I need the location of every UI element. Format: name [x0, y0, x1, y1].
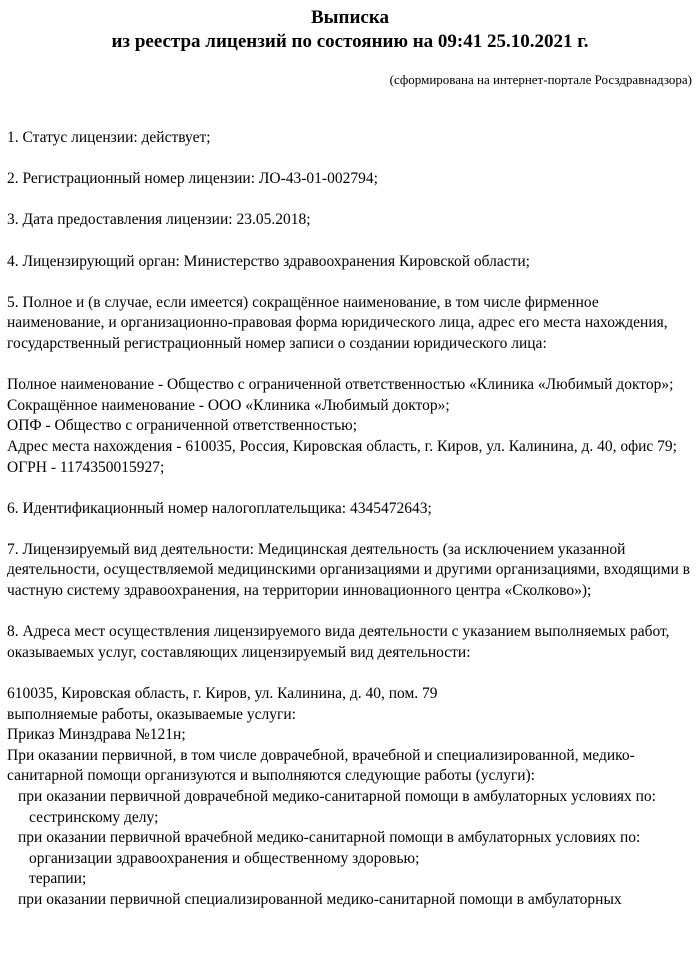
place-address: 610035, Кировская область, г. Киров, ул. Калинина, д. 40, пом. 79	[7, 685, 438, 703]
names-heading: 5. Полное и (в случае, если имеется) сокращённое наименование, в том числе фирменное наименование, и организационно-правовая форма юридического лица, адрес его места нахождения, государственный регистрационный номер записи о создании юридического лица:	[7, 293, 668, 352]
inn: 6. Идентификационный номер налогоплательщика: 4345472643;	[7, 499, 432, 517]
legal-address: Адрес места нахождения - 610035, Россия, Кировская область, г. Киров, ул. Калинина, д. 40, офис 79;	[7, 437, 677, 455]
legal-form: ОПФ - Общество с ограниченной ответственностью;	[7, 417, 358, 435]
service-item-public-health: организации здравоохранения и общественному здоровью;	[29, 849, 420, 867]
works-label: выполняемые работы, оказываемые услуги:	[7, 705, 296, 723]
service-section-specialized: при оказании первичной специализированной медико-санитарной помощи в амбулаторных	[18, 890, 622, 908]
document-body	[7, 128, 695, 911]
licensed-activity: 7. Лицензируемый вид деятельности: Медицинская деятельность (за исключением указанной деятельности, осуществляемой медицинскими организациями и другими организациями, входящими в частную систему здравоохранения, на территории инновационного центра «Сколково»);	[7, 540, 690, 600]
service-section-prehospital: при оказании первичной доврачебной медико-санитарной помощи в амбулаторных условиях по:	[18, 788, 656, 805]
license-date: 3. Дата предоставления лицензии: 23.05.2018;	[7, 211, 311, 229]
license-status: 1. Статус лицензии: действует;	[7, 129, 211, 146]
service-item-therapy: терапии;	[29, 870, 87, 888]
full-name: Полное наименование - Общество с ограниченной ответственностью «Клиника «Любимый доктор»;	[7, 376, 674, 394]
service-item-nursing: сестринскому делу;	[29, 808, 159, 826]
source-note: (сформирована на интернет-портале Росздравнадзора)	[389, 72, 692, 87]
ogrn: ОГРН - 1174350015927;	[7, 458, 165, 476]
ministry-order: Приказ Минздрава №121н;	[7, 726, 186, 744]
license-reg-number: 2. Регистрационный номер лицензии: ЛО-43-01-002794;	[7, 170, 378, 188]
places-heading: 8. Адреса мест осуществления лицензируемого вида деятельности с указанием выполняемых работ, оказываемых услуг, составляющих лицензируемый вид деятельности:	[7, 623, 670, 661]
document-title: Выписка	[311, 7, 389, 28]
licensing-authority: 4. Лицензирующий орган: Министерство здравоохранения Кировской области;	[7, 252, 530, 270]
document-subtitle: из реестра лицензий по состоянию на 09:41 25.10.2021 г.	[111, 31, 589, 52]
service-section-primary-physician: при оказании первичной врачебной медико-санитарной помощи в амбулаторных условиях по:	[18, 829, 641, 847]
services-intro: При оказании первичной, в том числе доврачебной, врачебной и специализированной, медико-санитарной помощи организуются и выполняются следующие работы (услуги):	[7, 746, 635, 785]
short-name: Сокращённое наименование - ООО «Клиника «Любимый доктор»;	[7, 396, 450, 414]
